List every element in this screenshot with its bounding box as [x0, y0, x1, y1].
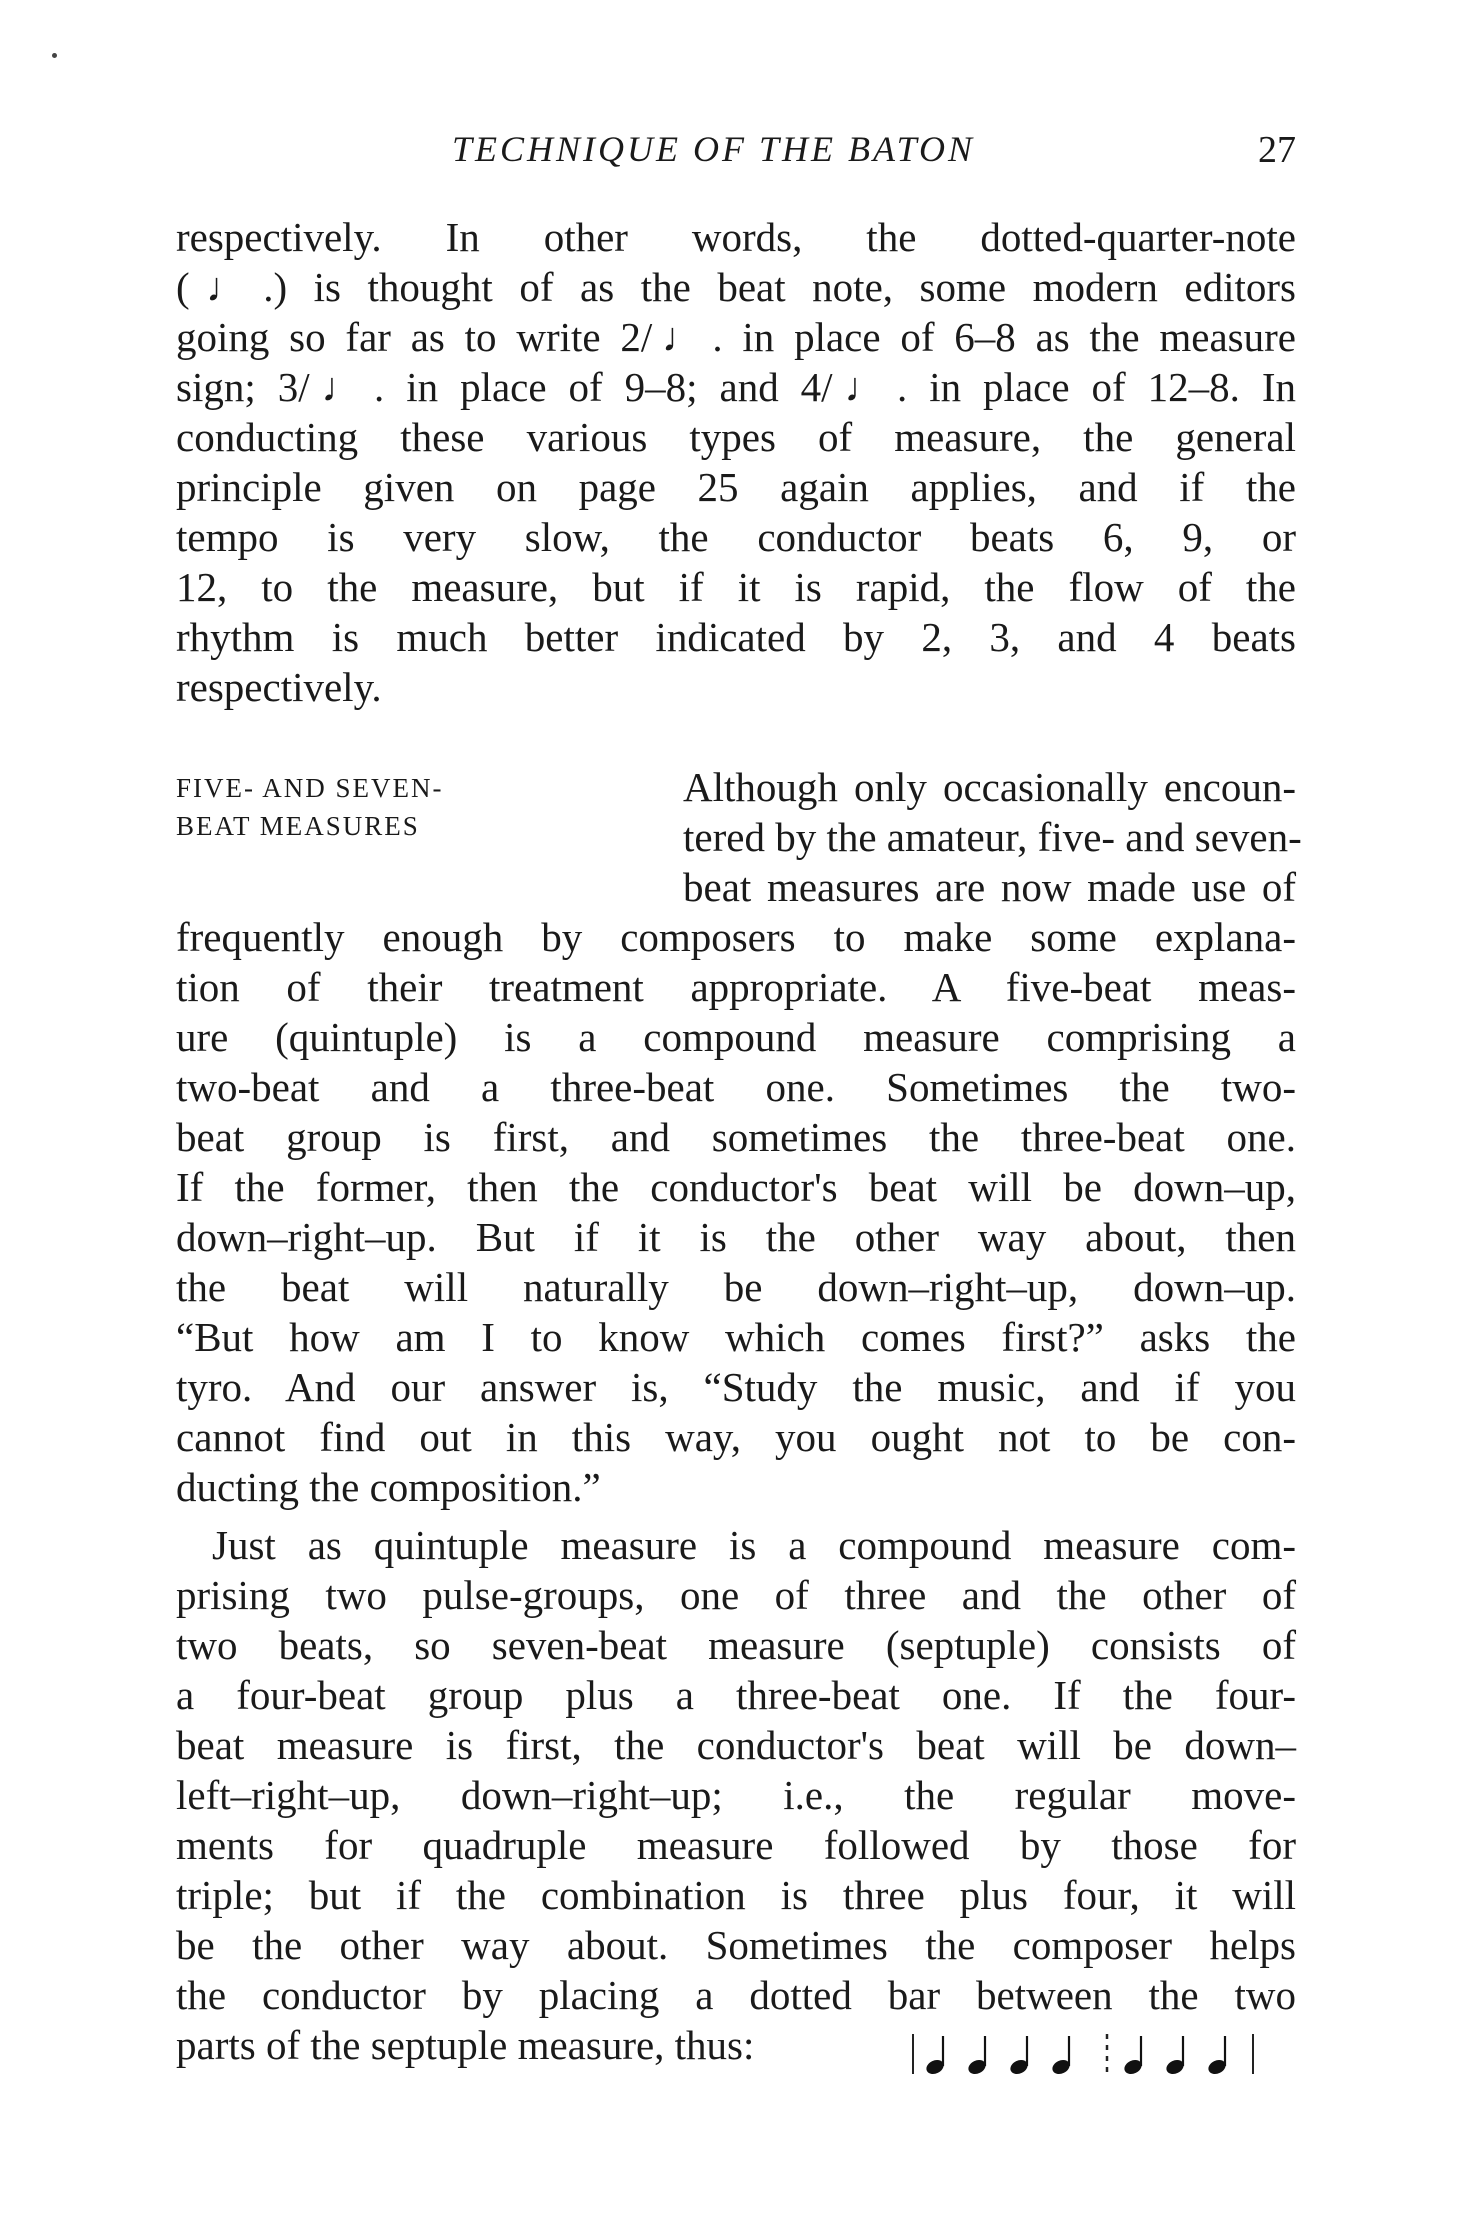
text-line: cannot find out in this way, you ought not to be con-: [176, 1414, 1296, 1460]
text-line: the beat will naturally be down–right–up, down–up.: [176, 1264, 1296, 1310]
text-line: sign; 3/♩. in place of 9–8; and 4/♩. in place of 12–8. In: [176, 364, 1296, 410]
text-line: tion of their treatment appropriate. A five-beat meas-: [176, 964, 1296, 1010]
text-line: Although only occasionally encoun-: [683, 764, 1296, 810]
print-speck: [52, 53, 57, 58]
text-line: be the other way about. Sometimes the composer helps: [176, 1922, 1296, 1968]
text-line: ure (quintuple) is a compound measure comprising a: [176, 1014, 1296, 1060]
text-line: (♩.) is thought of as the beat note, some modern editors: [176, 264, 1296, 310]
page-number: 27: [1258, 129, 1296, 171]
text-line: the conductor by placing a dotted bar between the two: [176, 1972, 1296, 2018]
page-header: [176, 128, 1296, 178]
text-line: ments for quadruple measure followed by those for: [176, 1822, 1296, 1868]
text-line: parts of the septuple measure, thus:: [176, 2022, 755, 2068]
text-line: “But how am I to know which comes first?” asks the: [176, 1314, 1296, 1360]
text-line: ducting the composition.”: [176, 1464, 601, 1510]
text-line: two beats, so seven-beat measure (septuple) consists of: [176, 1622, 1296, 1668]
text-line: 12, to the measure, but if it is rapid, the flow of the: [176, 564, 1296, 610]
text-line: Just as quintuple measure is a compound measure com-: [212, 1522, 1296, 1568]
text-line: principle given on page 25 again applies, and if the: [176, 464, 1296, 510]
text-line: beat group is first, and sometimes the three-beat one.: [176, 1114, 1296, 1160]
text-line: beat measures are now made use of: [683, 864, 1296, 910]
text-line: tyro. And our answer is, “Study the music, and if you: [176, 1364, 1296, 1410]
text-line: tered by the amateur, five- and seven-: [683, 814, 1302, 860]
text-line: If the former, then the conductor's beat will be down–up,: [176, 1164, 1296, 1210]
text-line: a four-beat group plus a three-beat one. If the four-: [176, 1672, 1296, 1718]
text-line: going so far as to write 2/♩. in place of 6–8 as the measure: [176, 314, 1296, 360]
text-line: prising two pulse-groups, one of three and the other of: [176, 1572, 1296, 1618]
text-line: down–right–up. But if it is the other way about, then: [176, 1214, 1296, 1260]
running-title: TECHNIQUE OF THE BATON: [452, 129, 976, 169]
septuple-measure-figure: [905, 2022, 1300, 2082]
text-line: triple; but if the combination is three plus four, it will: [176, 1872, 1296, 1918]
text-line: frequently enough by composers to make some explana-: [176, 914, 1296, 960]
side-heading-line: BEAT MEASURES: [176, 811, 420, 841]
text-line: tempo is very slow, the conductor beats 6, 9, or: [176, 514, 1296, 560]
text-line: rhythm is much better indicated by 2, 3, and 4 beats: [176, 614, 1296, 660]
text-line: respectively.: [176, 664, 382, 710]
text-line: left–right–up, down–right–up; i.e., the regular move-: [176, 1772, 1296, 1818]
text-line: conducting these various types of measure, the general: [176, 414, 1296, 460]
text-line: two-beat and a three-beat one. Sometimes the two-: [176, 1064, 1296, 1110]
side-heading-line: FIVE- AND SEVEN-: [176, 773, 444, 803]
text-line: respectively. In other words, the dotted-quarter-note: [176, 214, 1296, 260]
text-line: beat measure is first, the conductor's beat will be down–: [176, 1722, 1296, 1768]
